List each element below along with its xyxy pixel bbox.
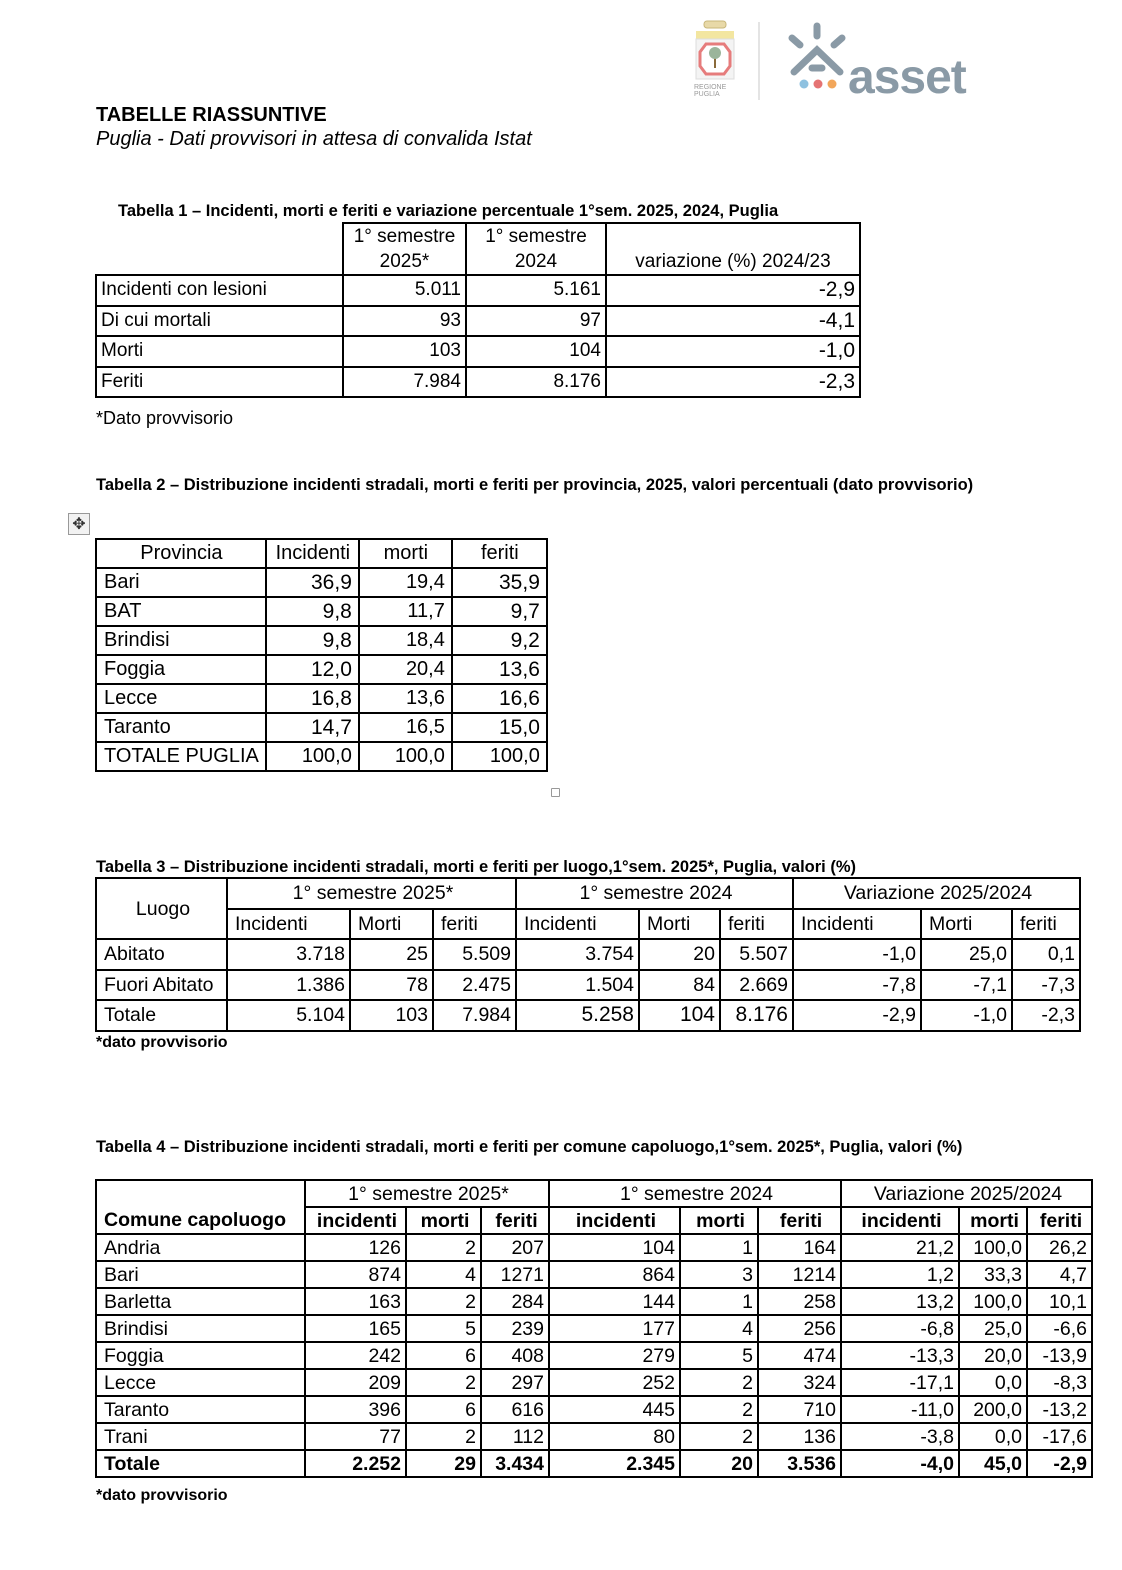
cell: 78	[350, 970, 433, 1001]
cell: -4,1	[606, 306, 860, 337]
cell: 3.754	[516, 939, 639, 970]
cell: -1,0	[606, 336, 860, 367]
table-row	[96, 655, 547, 684]
table-subheader-row	[96, 1207, 1092, 1234]
cell: 103	[350, 1000, 433, 1031]
cell: 7.984	[343, 367, 466, 398]
cell: 18,4	[359, 626, 452, 655]
cell: -13,3	[841, 1342, 959, 1369]
cell: 297	[481, 1369, 549, 1396]
group-header: Variazione 2025/2024	[841, 1180, 1092, 1207]
cell: 20,4	[359, 655, 452, 684]
row-label: Di cui mortali	[96, 306, 343, 337]
cell: 93	[343, 306, 466, 337]
column-header: feriti	[433, 909, 516, 940]
cell: 2.669	[720, 970, 793, 1001]
column-header: Incidenti	[266, 539, 359, 568]
table3-note: *dato provvisorio	[96, 1034, 228, 1051]
cell: 8.176	[466, 367, 606, 398]
row-label: Barletta	[96, 1288, 305, 1315]
cell: 5.507	[720, 939, 793, 970]
cell: 6	[406, 1396, 481, 1423]
cell: 45,0	[959, 1450, 1027, 1477]
table3-caption: Tabella 3 – Distribuzione incidenti stradali, morti e feriti per luogo,1°sem. 2025*, Puglia, valori (%)	[96, 858, 856, 876]
cell: -2,3	[1012, 1000, 1080, 1031]
row-label: Feriti	[96, 367, 343, 398]
cell: 2	[406, 1288, 481, 1315]
table3	[95, 877, 1081, 1032]
row-label: BAT	[96, 597, 266, 626]
cell: 864	[549, 1261, 680, 1288]
table-header-row	[96, 539, 547, 568]
table1-header: variazione (%) 2024/23	[606, 223, 860, 275]
cell: 100,0	[266, 742, 359, 771]
table-row	[96, 306, 860, 337]
cell: 16,8	[266, 684, 359, 713]
cell: 104	[549, 1234, 680, 1261]
cell: 6	[406, 1342, 481, 1369]
cell: 12,0	[266, 655, 359, 684]
cell: 445	[549, 1396, 680, 1423]
column-header: Morti	[350, 909, 433, 940]
cell: 252	[549, 1369, 680, 1396]
group-header: 1° semestre 2025*	[227, 878, 516, 909]
asset-wordmark: asset	[848, 51, 966, 104]
row-label: Totale	[96, 1450, 305, 1477]
group-header: 1° semestre 2024	[549, 1180, 841, 1207]
cell: -6,6	[1027, 1315, 1092, 1342]
cell: 25,0	[921, 939, 1012, 970]
cell: 77	[305, 1423, 406, 1450]
cell: 2	[680, 1423, 758, 1450]
row-label: Brindisi	[96, 1315, 305, 1342]
cell: 258	[758, 1288, 841, 1315]
table2-caption: Tabella 2 – Distribuzione incidenti stradali, morti e feriti per provincia, 2025, valori percentuali (dato provvisorio)	[96, 476, 974, 494]
column-header: feriti	[758, 1207, 841, 1234]
document-subtitle: Puglia - Dati provvisori in attesa di convalida Istat	[96, 128, 532, 150]
row-label: Incidenti con lesioni	[96, 275, 343, 306]
cell: 256	[758, 1315, 841, 1342]
row-header: Luogo	[96, 878, 227, 939]
cell: 1.504	[516, 970, 639, 1001]
cell: 5	[406, 1315, 481, 1342]
cell: -4,0	[841, 1450, 959, 1477]
table-row	[96, 1234, 1092, 1261]
cell: 710	[758, 1396, 841, 1423]
cell: 112	[481, 1423, 549, 1450]
table-row	[96, 336, 860, 367]
cell: 396	[305, 1396, 406, 1423]
row-label: TOTALE PUGLIA	[96, 742, 266, 771]
column-header: Incidenti	[227, 909, 350, 940]
column-header: incidenti	[305, 1207, 406, 1234]
cell: 104	[639, 1000, 720, 1031]
cell: -13,9	[1027, 1342, 1092, 1369]
cell: 21,2	[841, 1234, 959, 1261]
row-label: Lecce	[96, 684, 266, 713]
cell: 2.345	[549, 1450, 680, 1477]
cell: 13,6	[359, 684, 452, 713]
cell: 13,2	[841, 1288, 959, 1315]
row-header-spacer	[96, 1180, 305, 1207]
table1-corner	[96, 223, 343, 275]
cell: 20,0	[959, 1342, 1027, 1369]
cell: 0,0	[959, 1423, 1027, 1450]
cell: -1,0	[793, 939, 921, 970]
cell: 207	[481, 1234, 549, 1261]
cell: 11,7	[359, 597, 452, 626]
column-header: incidenti	[549, 1207, 680, 1234]
cell: 20	[639, 939, 720, 970]
cell: 2.475	[433, 970, 516, 1001]
logo-divider	[758, 22, 760, 100]
cell: 200,0	[959, 1396, 1027, 1423]
cell: 13,6	[452, 655, 547, 684]
column-header: Provincia	[96, 539, 266, 568]
cell: 164	[758, 1234, 841, 1261]
cell: 2	[406, 1369, 481, 1396]
cell: 279	[549, 1342, 680, 1369]
table1	[95, 222, 861, 398]
column-header: Morti	[639, 909, 720, 940]
table-row	[96, 626, 547, 655]
cell: 1,2	[841, 1261, 959, 1288]
cell: 100,0	[359, 742, 452, 771]
row-label: Morti	[96, 336, 343, 367]
cell: 25	[350, 939, 433, 970]
cell: 9,8	[266, 626, 359, 655]
cell: 2	[680, 1396, 758, 1423]
cell: 4	[406, 1261, 481, 1288]
column-header: morti	[959, 1207, 1027, 1234]
cell: 35,9	[452, 568, 547, 597]
cell: 3.718	[227, 939, 350, 970]
cell: 7.984	[433, 1000, 516, 1031]
cell: 4	[680, 1315, 758, 1342]
cell: 0,1	[1012, 939, 1080, 970]
table2	[95, 538, 548, 772]
cell: 3	[680, 1261, 758, 1288]
row-label: Foggia	[96, 655, 266, 684]
table-row	[96, 1288, 1092, 1315]
cell: 144	[549, 1288, 680, 1315]
document-title: TABELLE RIASSUNTIVE	[96, 104, 327, 126]
cell: 3.536	[758, 1450, 841, 1477]
cell: 9,2	[452, 626, 547, 655]
cell: 26,2	[1027, 1234, 1092, 1261]
column-header: feriti	[1027, 1207, 1092, 1234]
cell: 616	[481, 1396, 549, 1423]
column-header: feriti	[1012, 909, 1080, 940]
row-label: Bari	[96, 1261, 305, 1288]
cell: 25,0	[959, 1315, 1027, 1342]
asset-dots-icon	[796, 76, 856, 92]
column-header: feriti	[452, 539, 547, 568]
cell: 33,3	[959, 1261, 1027, 1288]
column-header: feriti	[720, 909, 793, 940]
cell: 5.509	[433, 939, 516, 970]
cell: 104	[466, 336, 606, 367]
column-header: morti	[359, 539, 452, 568]
cell: -7,8	[793, 970, 921, 1001]
table-subheader-row	[96, 909, 1080, 940]
cell: 8.176	[720, 1000, 793, 1031]
cell: -11,0	[841, 1396, 959, 1423]
row-label: Foggia	[96, 1342, 305, 1369]
cell: 103	[343, 336, 466, 367]
cell: 284	[481, 1288, 549, 1315]
row-label: Abitato	[96, 939, 227, 970]
cell: 242	[305, 1342, 406, 1369]
cell: 4,7	[1027, 1261, 1092, 1288]
group-header: 1° semestre 2025*	[305, 1180, 549, 1207]
row-label: Fuori Abitato	[96, 970, 227, 1001]
cell: 36,9	[266, 568, 359, 597]
cell: 5	[680, 1342, 758, 1369]
cell: 324	[758, 1369, 841, 1396]
cell: 0,0	[959, 1369, 1027, 1396]
cell: 1214	[758, 1261, 841, 1288]
table1-header: 1° semestre	[343, 223, 466, 249]
column-header: Morti	[921, 909, 1012, 940]
cell: 874	[305, 1261, 406, 1288]
cell: 5.011	[343, 275, 466, 306]
column-header: Incidenti	[793, 909, 921, 940]
cell: 5.104	[227, 1000, 350, 1031]
cell: 84	[639, 970, 720, 1001]
row-label: Lecce	[96, 1369, 305, 1396]
table-resize-handle[interactable]	[551, 788, 560, 797]
row-label: Trani	[96, 1423, 305, 1450]
cell: -2,9	[606, 275, 860, 306]
table1-header: 2024	[466, 249, 606, 275]
table-row	[96, 1315, 1092, 1342]
cell: 19,4	[359, 568, 452, 597]
asset-logo	[782, 20, 982, 104]
cell: 29	[406, 1450, 481, 1477]
table-row	[96, 367, 860, 398]
column-header: morti	[406, 1207, 481, 1234]
cell: -6,8	[841, 1315, 959, 1342]
cell: 126	[305, 1234, 406, 1261]
table1-caption: Tabella 1 – Incidenti, morti e feriti e variazione percentuale 1°sem. 2025, 2024, Puglia	[118, 202, 779, 220]
row-label: Bari	[96, 568, 266, 597]
cell: -3,8	[841, 1423, 959, 1450]
row-label: Taranto	[96, 1396, 305, 1423]
cell: 16,6	[452, 684, 547, 713]
cell: 3.434	[481, 1450, 549, 1477]
cell: -13,2	[1027, 1396, 1092, 1423]
cell: -17,6	[1027, 1423, 1092, 1450]
cell: 2	[406, 1423, 481, 1450]
cell: -2,3	[606, 367, 860, 398]
table-row	[96, 713, 547, 742]
cell: 14,7	[266, 713, 359, 742]
cell: 1271	[481, 1261, 549, 1288]
cell: 2	[680, 1369, 758, 1396]
cell: 136	[758, 1423, 841, 1450]
table-row	[96, 1423, 1092, 1450]
cell: 2	[406, 1234, 481, 1261]
cell: 165	[305, 1315, 406, 1342]
cell: -8,3	[1027, 1369, 1092, 1396]
row-label: Andria	[96, 1234, 305, 1261]
cell: 239	[481, 1315, 549, 1342]
cell: 15,0	[452, 713, 547, 742]
column-header: morti	[680, 1207, 758, 1234]
cell: 100,0	[959, 1288, 1027, 1315]
table1-header: 1° semestre	[466, 223, 606, 249]
cell: 2.252	[305, 1450, 406, 1477]
cell: 100,0	[959, 1234, 1027, 1261]
table-group-header-row	[96, 1180, 1092, 1207]
move-icon: ✥	[72, 516, 86, 533]
table4-caption: Tabella 4 – Distribuzione incidenti stradali, morti e feriti per comune capoluogo,1°sem. 2025*, Puglia, valori (%)	[96, 1138, 963, 1156]
table4-note: *dato provvisorio	[96, 1487, 228, 1504]
cell: 163	[305, 1288, 406, 1315]
table1-note: *Dato provvisorio	[96, 408, 234, 428]
table-group-header-row	[96, 878, 1080, 909]
table-row	[96, 1369, 1092, 1396]
cell: 9,7	[452, 597, 547, 626]
table-move-handle[interactable]	[68, 513, 90, 535]
column-header: incidenti	[841, 1207, 959, 1234]
table4	[95, 1179, 1093, 1478]
cell: 100,0	[452, 742, 547, 771]
cell: 1.386	[227, 970, 350, 1001]
column-header: Incidenti	[516, 909, 639, 940]
cell: -1,0	[921, 1000, 1012, 1031]
table-row	[96, 684, 547, 713]
row-label: Totale	[96, 1000, 227, 1031]
cell: 80	[549, 1423, 680, 1450]
table-total-row	[96, 1450, 1092, 1477]
cell: 5.258	[516, 1000, 639, 1031]
cell: 408	[481, 1342, 549, 1369]
regione-puglia-logo	[692, 20, 738, 100]
cell: 177	[549, 1315, 680, 1342]
regione-puglia-label: REGIONE PUGLIA	[694, 84, 727, 98]
cell: 1	[680, 1288, 758, 1315]
group-header: 1° semestre 2024	[516, 878, 793, 909]
row-header: Comune capoluogo	[96, 1207, 305, 1234]
table-row	[96, 1342, 1092, 1369]
table-row	[96, 275, 860, 306]
cell: 5.161	[466, 275, 606, 306]
cell: -7,3	[1012, 970, 1080, 1001]
table1-header: 2025*	[343, 249, 466, 275]
cell: -7,1	[921, 970, 1012, 1001]
cell: 474	[758, 1342, 841, 1369]
cell: 209	[305, 1369, 406, 1396]
column-header: feriti	[481, 1207, 549, 1234]
table-row	[96, 568, 547, 597]
row-label: Taranto	[96, 713, 266, 742]
table-row	[96, 597, 547, 626]
cell: 20	[680, 1450, 758, 1477]
table-row	[96, 970, 1080, 1001]
cell: 16,5	[359, 713, 452, 742]
cell: -17,1	[841, 1369, 959, 1396]
row-label: Brindisi	[96, 626, 266, 655]
table-row	[96, 1000, 1080, 1031]
table-row	[96, 742, 547, 771]
cell: -2,9	[793, 1000, 921, 1031]
cell: 9,8	[266, 597, 359, 626]
group-header: Variazione 2025/2024	[793, 878, 1080, 909]
cell: -2,9	[1027, 1450, 1092, 1477]
cell: 97	[466, 306, 606, 337]
table-row	[96, 939, 1080, 970]
cell: 10,1	[1027, 1288, 1092, 1315]
table-row	[96, 1261, 1092, 1288]
cell: 1	[680, 1234, 758, 1261]
table-row	[96, 1396, 1092, 1423]
